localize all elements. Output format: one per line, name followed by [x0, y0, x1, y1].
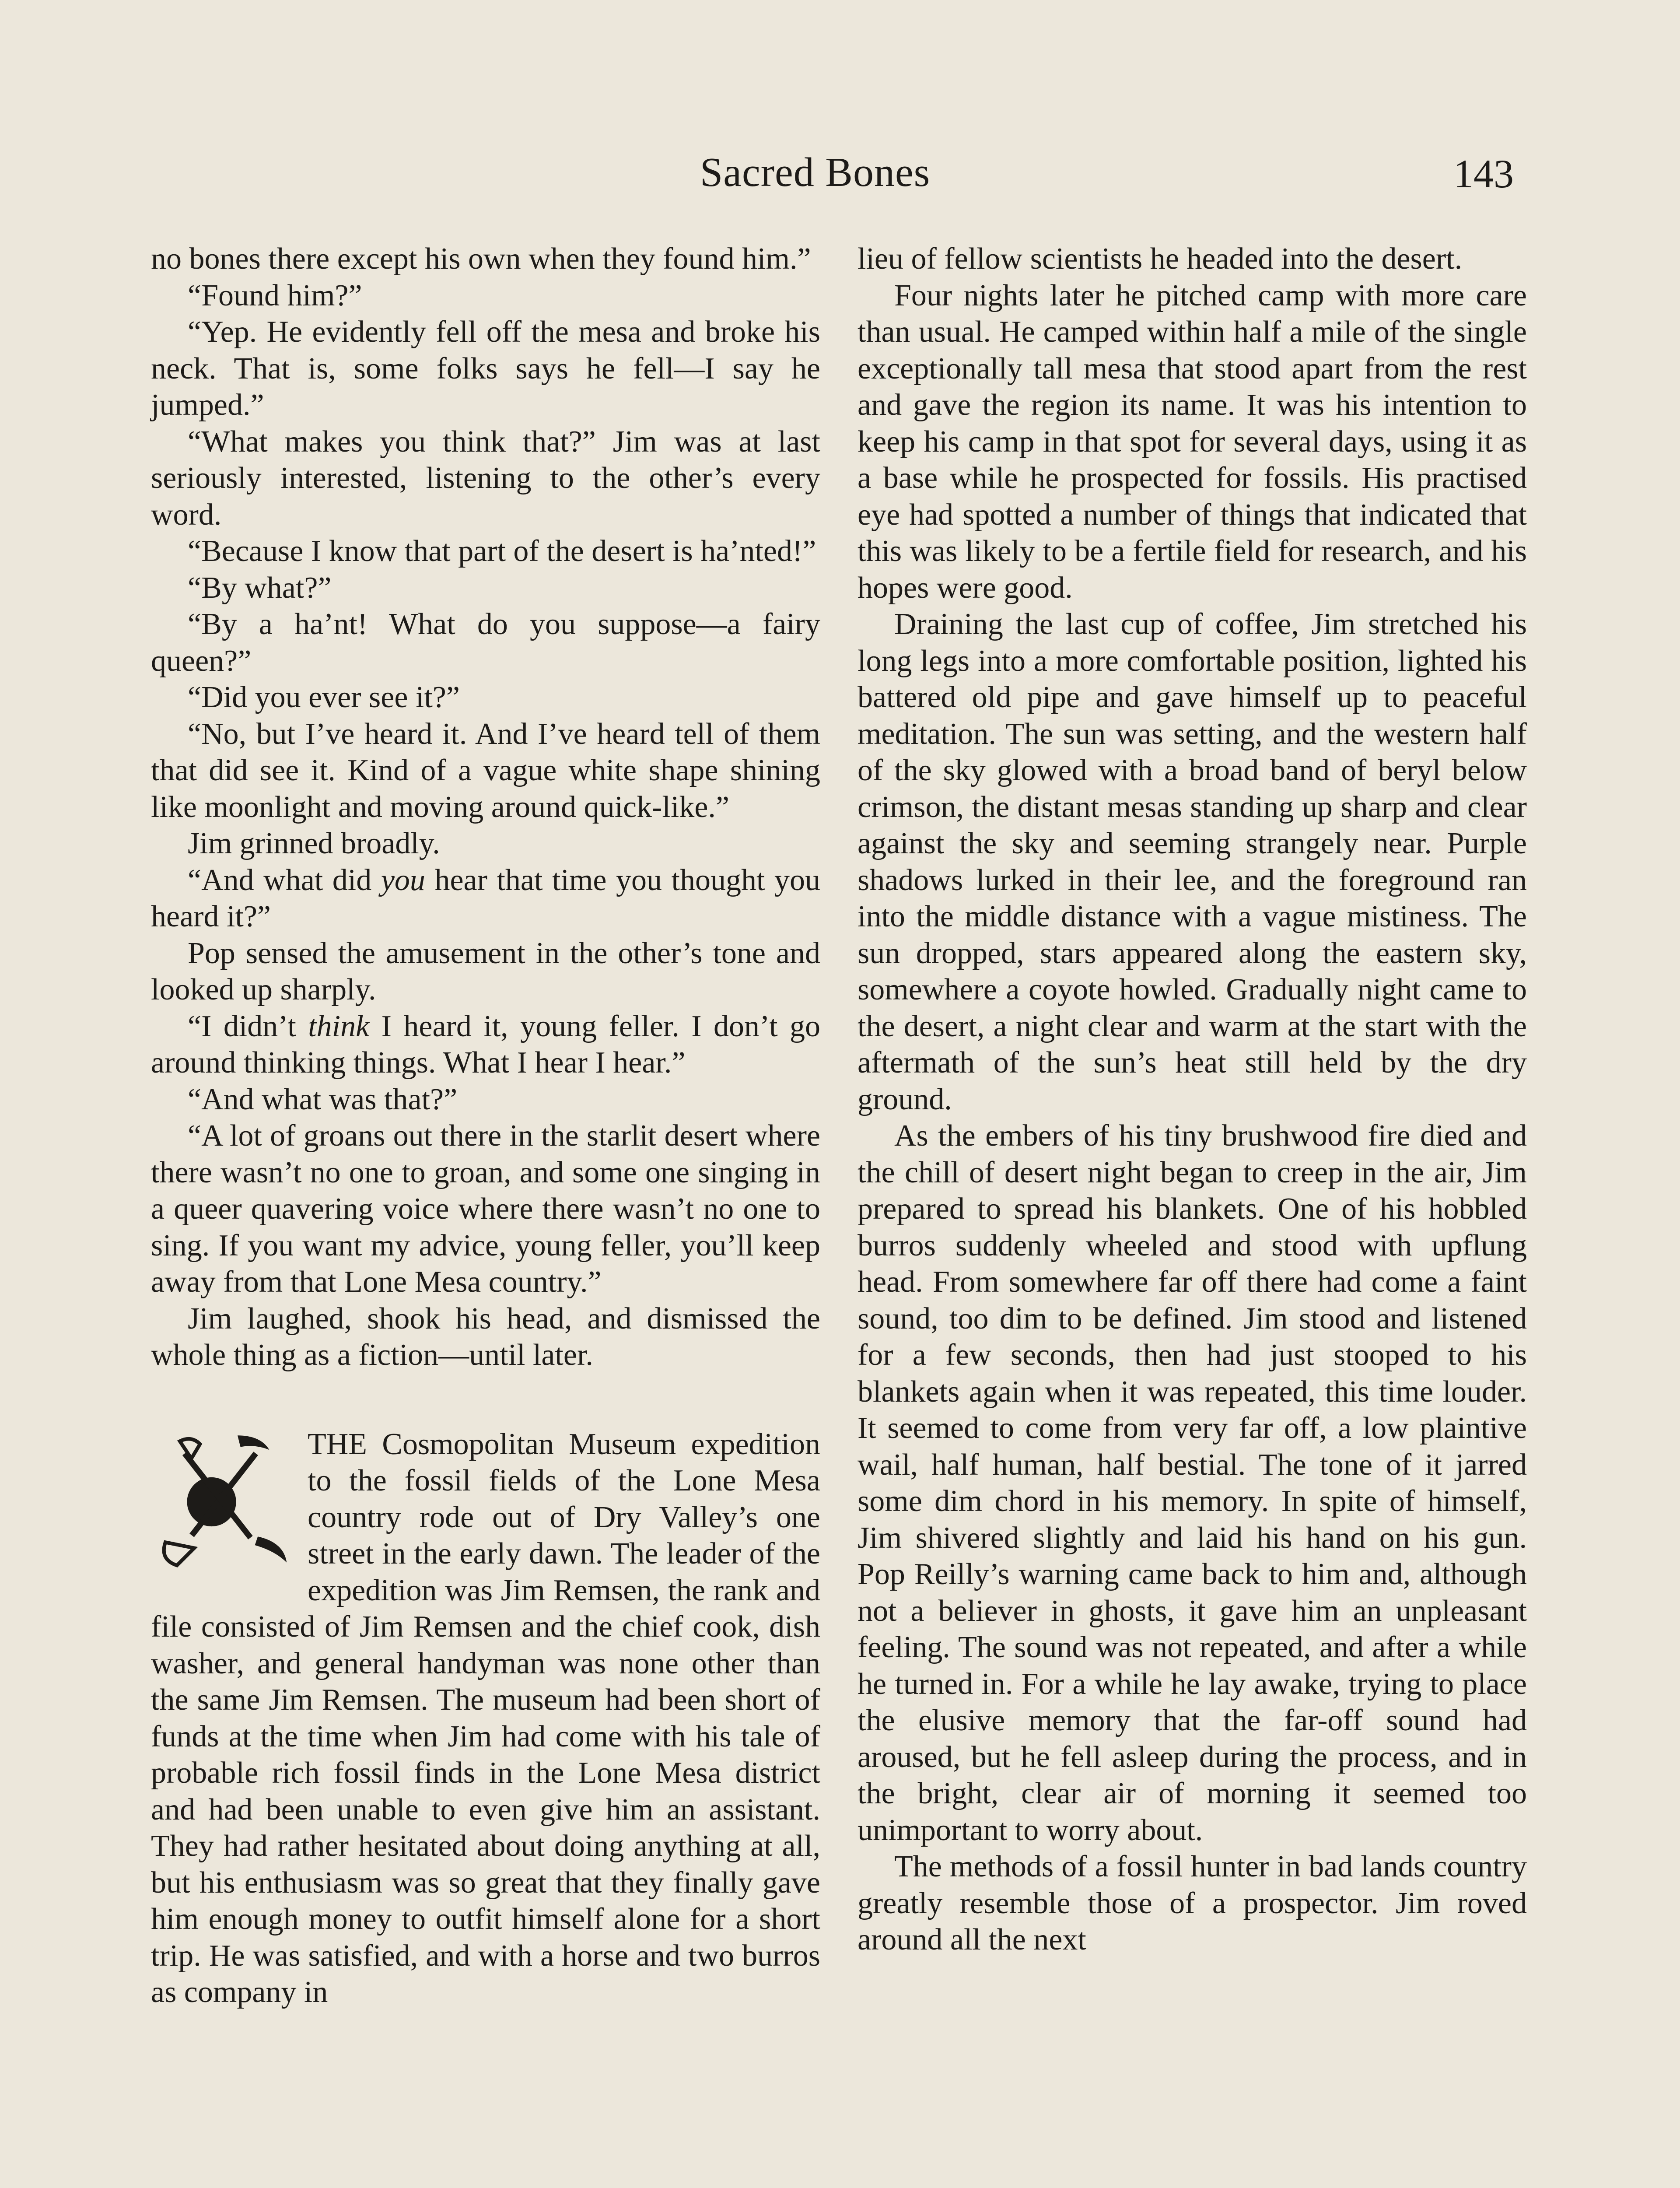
paragraph: “Yep. He evidently fell off the mesa and broke his neck. That is, some folks says he fell—I say he jumped.”: [151, 315, 820, 422]
paragraph: Four nights later he pitched camp with more care than usual. He camped within half a mile of the single exceptionally tall mesa that stood apart from the rest and gave the region its name. It was his intention to keep his camp in that spot for several days, using it as a base while he prospected for fossils. His practised eye had spotted a number of things that indicated that this was likely to be a fertile field for research, and his hopes were good.: [858, 278, 1527, 605]
crossed-pick-and-shovel-icon: [151, 1430, 295, 1574]
paragraph: Jim grinned broadly.: [188, 827, 440, 860]
page-number: 143: [1453, 151, 1514, 196]
paragraph: “By what?”: [188, 571, 332, 605]
paragraph: “Because I know that part of the desert is ha’nted!”: [188, 534, 816, 568]
text-run: I heard it, young feller. I don’t go around thinking things. What I hear I hear.”: [151, 1009, 820, 1080]
running-title: Sacred Bones: [700, 150, 931, 195]
emphasis: you: [381, 863, 425, 897]
paragraph: “No, but I’ve heard it. And I’ve heard tell of them that did see it. Kind of a vague white shape shining like moonlight and moving around quick-like.”: [151, 717, 820, 824]
paragraph: [151, 1008, 820, 1081]
paragraph: “What makes you think that?” Jim was at last seriously interested, listening to the other’s every word.: [151, 424, 820, 532]
text-run: Cosmopolitan Museum expedition to the fossil fields of the Lone Mesa country rode out of Dry Valley’s one street in the early dawn. The leader of the expedition was Jim Remsen, the rank and file consisted of Jim Remsen and the chief cook, dish washer, and general handyman was none other than the same Jim Remsen. The museum had been short of funds at the time when Jim had come with his tale of probable rich fossil finds in the Lone Mesa district and had been unable to even give him an assistant. They had rather hesitated about doing anything at all, but his enthusiasm was so great that they finally gave him enough money to outfit himself alone for a short trip. He was satisfied, and with a horse and two burros as company in: [151, 1427, 820, 2009]
paragraph: no bones there except his own when they found him.”: [151, 242, 811, 276]
paragraph: “And what was that?”: [188, 1082, 458, 1116]
page-header: [0, 149, 1680, 210]
emphasis: think: [308, 1009, 370, 1043]
paragraph: “By a ha’nt! What do you suppose—a fairy queen?”: [151, 607, 820, 678]
paragraph: Jim laughed, shook his head, and dismissed the whole thing as a fiction—until later.: [151, 1301, 820, 1372]
paragraph: Pop sensed the amusement in the other’s tone and looked up sharply.: [151, 936, 820, 1006]
section-lead-word: THE: [308, 1427, 368, 1461]
text-run: “I didn’t: [188, 1009, 308, 1043]
right-column: [858, 241, 1527, 1958]
text-run: “And what did: [188, 863, 381, 897]
left-column: [151, 241, 820, 2011]
paragraph: “Found him?”: [188, 278, 362, 312]
paragraph: Draining the last cup of coffee, Jim stretched his long legs into a more comfortable position, lighted his battered old pipe and gave himself up to peaceful meditation. The sun was setting, and the western half of the sky glowed with a broad band of beryl below crimson, the distant mesas standing up sharp and clear against the sky and seeming strangely near. Purple shadows lurked in their lee, and the foreground ran into the middle distance with a vague mistiness. The sun dropped, stars appeared along the eastern sky, somewhere a coyote howled. Gradually night came to the desert, a night clear and warm at the start with the aftermath of the sun’s heat still held by the dry ground.: [858, 607, 1527, 1116]
section-opening-paragraph: [151, 1426, 820, 2011]
paragraph: lieu of fellow scientists he headed into the desert.: [858, 242, 1463, 276]
text-run: hear that time you thought you heard it?”: [151, 863, 820, 933]
paragraph: As the embers of his tiny brushwood fire died and the chill of desert night began to creep in the air, Jim prepared to spread his blankets. One of his hobbled burros suddenly wheeled and stood with upflung head. From somewhere far off there had come a faint sound, too dim to be defined. Jim stood and listened for a few seconds, then had just stooped to his blankets again when it was repeated, this time louder. It seemed to come from very far off, a low plaintive wail, half human, half bestial. The tone of it jarred some dim chord in his memory. In spite of himself, Jim shivered slightly and laid his hand on his gun. Pop Reilly’s warning came back to him and, although not a believer in ghosts, it gave him an unpleasant feeling. The sound was not repeated, and after a while he turned in. For a while he lay awake, trying to place the elusive memory that the far-off sound had aroused, but he fell asleep during the process, and in the bright, clear air of morning it seemed too unimportant to worry about.: [858, 1119, 1527, 1847]
section-break: [151, 1374, 820, 1426]
paragraph: “Did you ever see it?”: [188, 680, 460, 714]
paragraph: “A lot of groans out there in the starlit desert where there wasn’t no one to groan, and some one singing in a queer quavering voice where there wasn’t no one to sing. If you want my advice, young feller, you’ll keep away from that Lone Mesa country.”: [151, 1119, 820, 1299]
paragraph: The methods of a fossil hunter in bad lands country greatly resemble those of a prospector. Jim roved around all the next: [858, 1850, 1527, 1957]
paragraph: [151, 862, 820, 935]
